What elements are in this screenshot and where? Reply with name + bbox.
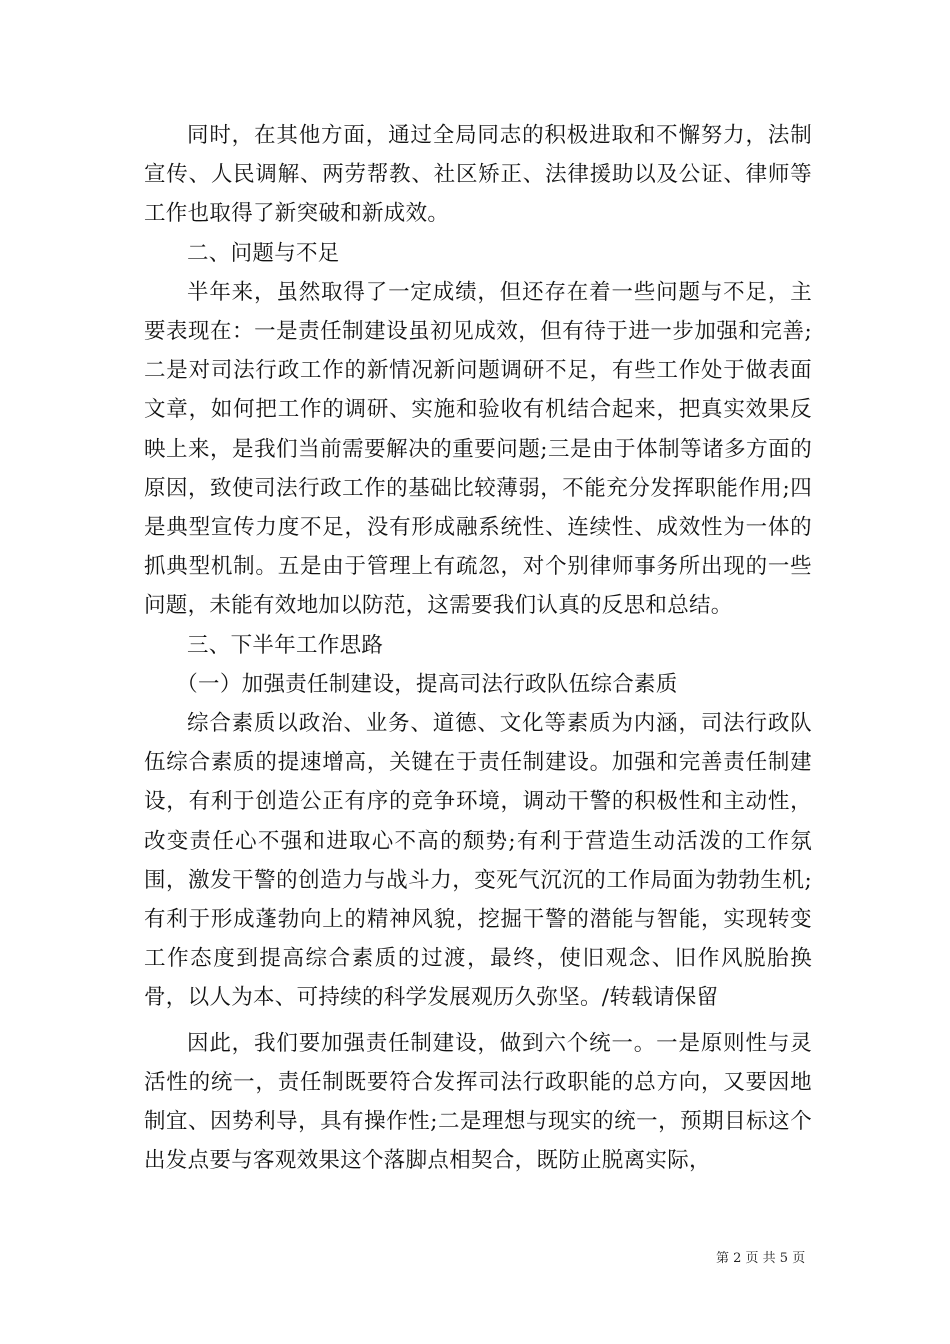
- paragraph-problems: 半年来，虽然取得了一定成绩，但还存在着一些问题与不足，主要表现在：一是责任制建设虽初见成效，但有待于进一步加强和完善;二是对司法行政工作的新情况新问题调研不足，有些工作处于做表面文章，如何把工作的调研、实施和验收有机结合起来，把真实效果反映上来，是我们当前需要解决的重要问题;三是由于体制等诸多方面的原因，致使司法行政工作的基础比较薄弱，不能充分发挥职能作用;四是典型宣传力度不足，没有形成融系统性、连续性、成效性为一体的抓典型机制。五是由于管理上有疏忽，对个别律师事务所出现的一些问题，未能有效地加以防范，这需要我们认真的反思和总结。: [144, 279, 812, 619]
- paragraph-six-unifications: 因此，我们要加强责任制建设，做到六个统一。一是原则性与灵活性的统一，责任制既要符合发挥司法行政职能的总方向，又要因地制宜、因势利导，具有操作性;二是理想与现实的统一，预期目标这个出发点要与客观效果这个落脚点相契合，既防止脱离实际，: [144, 1030, 812, 1174]
- subsection-heading-responsibility: （一）加强责任制建设，提高司法行政队伍综合素质: [176, 671, 678, 697]
- paragraph-comprehensive-quality: 综合素质以政治、业务、道德、文化等素质为内涵，司法行政队伍综合素质的提速增高，关键在于责任制建设。加强和完善责任制建设，有利于创造公正有序的竞争环境，调动干警的积极性和主动性，改变责任心不强和进取心不高的颓势;有利于营造生动活泼的工作氛围，激发干警的创造力与战斗力，变死气沉沉的工作局面为勃勃生机;有利于形成蓬勃向上的精神风貌，挖掘干警的潜能与智能，实现转变工作态度到提高综合素质的过渡，最终，使旧观念、旧作风脱胎换骨，以人为本、可持续的科学发展观历久弥坚。/转载请保留: [144, 711, 812, 1011]
- paragraph-achievements: 同时，在其他方面，通过全局同志的积极进取和不懈努力，法制宣传、人民调解、两劳帮教、社区矫正、法律援助以及公证、律师等工作也取得了新突破和新成效。: [144, 123, 812, 227]
- section-heading-problems: 二、问题与不足: [187, 240, 340, 266]
- page-number: 第 2 页 共 5 页: [716, 1251, 806, 1266]
- section-heading-plan: 三、下半年工作思路: [187, 632, 384, 658]
- document-body: [144, 116, 812, 1180]
